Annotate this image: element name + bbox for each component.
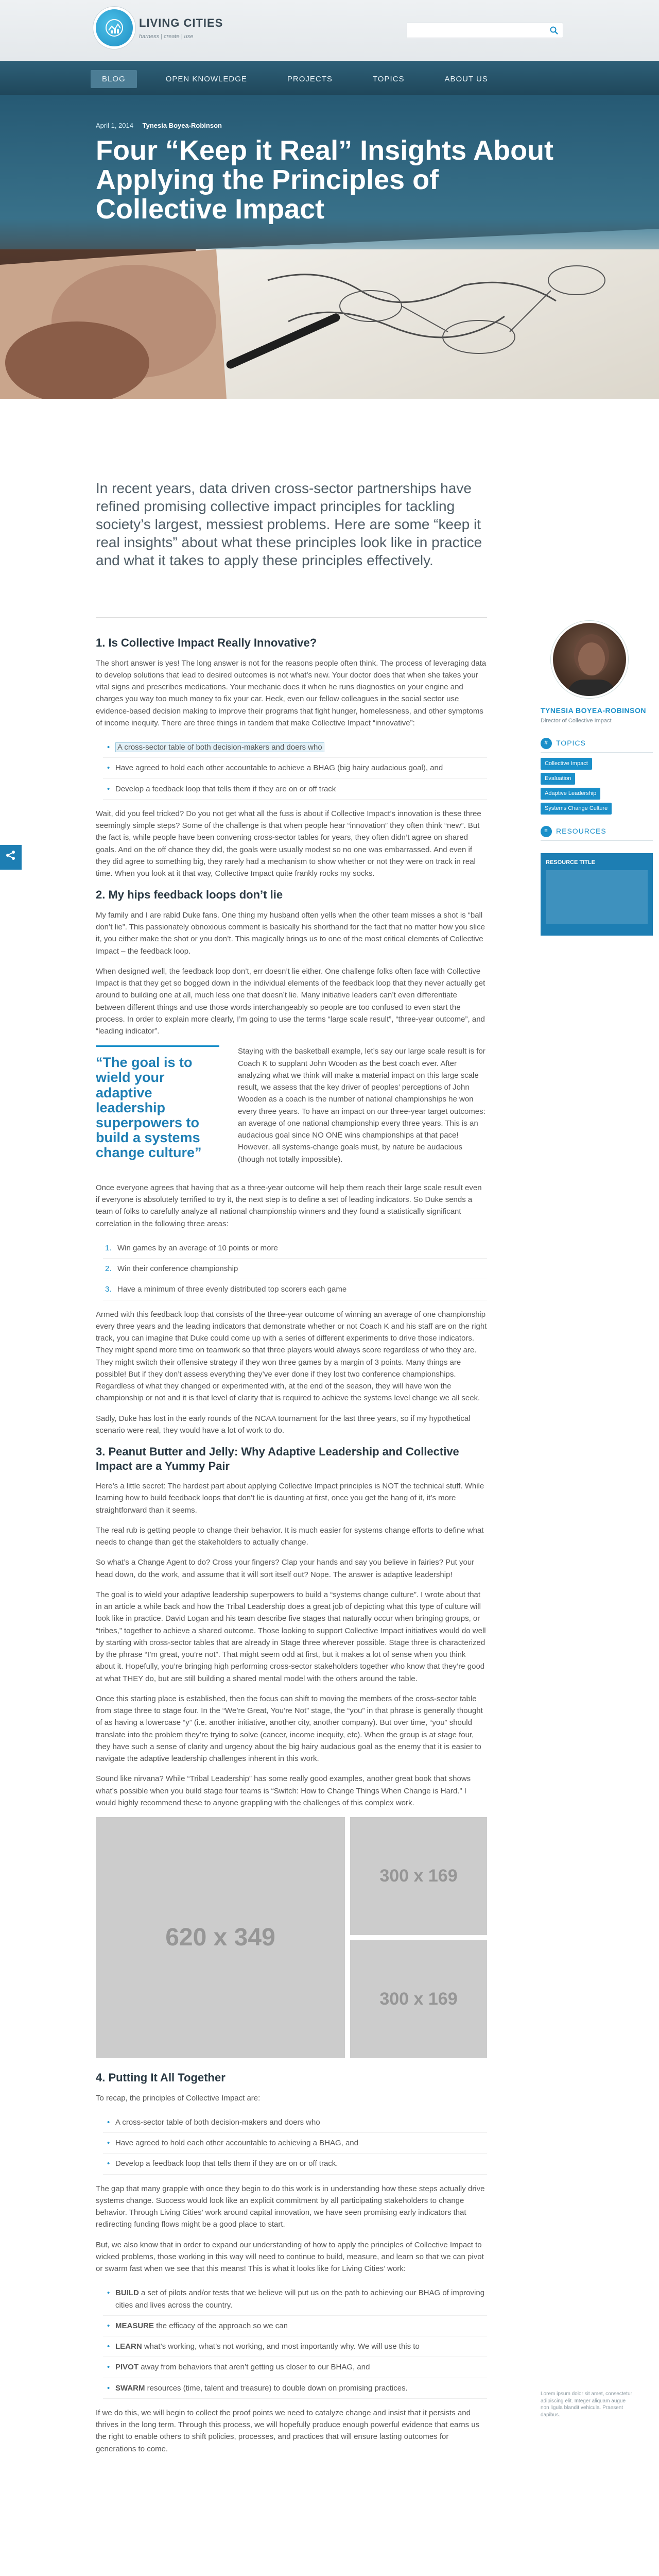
site-header [0, 0, 659, 61]
divider [96, 617, 487, 618]
topics-heading: # TOPICS [541, 738, 653, 753]
topic-tag[interactable]: Collective Impact [541, 758, 592, 770]
paragraph: Once this starting place is established, then the focus can shift to moving the members of the cross-sector table from stage three to stage four. In the “We’re Great, You’re Not” stage, the “you” in that phrase is generally thought of as having a lowercase “y” (i.e. another initiative, another city, another company). But over time, “you” should translate into the problem they’re trying to solve (cancer, income inequity, etc). When the group is at stage four, they have such a sense of clarity and urgency about the big hairy audacious goal as the enemy that it is easier to navigate the adaptive leadership challenges inherent in this work. [96, 1694, 483, 1763]
search-input[interactable] [407, 23, 541, 38]
placeholder-image-small: 300 x 169 [350, 1817, 487, 1935]
main-nav [0, 61, 659, 95]
resource-title: RESOURCE TITLE [546, 859, 595, 866]
recap-list [103, 2112, 487, 2175]
section-heading-4: 4. Putting It All Together [96, 2071, 226, 2084]
list-item: • Have agreed to hold each other accountable to achieve a BHAG (big hairy audacious goal), and [103, 758, 487, 778]
paragraph: The goal is to wield your adaptive leadership superpowers to build a “systems change culture”. I wrote about that in an article a while back and how the Tribal Leadership does a great job of depicting what this type of culture will look like in practice. David Logan and his team describe five stages that naturally occur when bringing groups, or “tribes,” together to achieve a shared outcome. Those looking to support Collective Impact initiatives would do well by starting with cross-sector tables that are already in Stage three wherever possible. Stage three is characterized by the phrase “I’m great, you’re not”. That might seem odd at first, but it makes a lot of sense when you think about it. Hopefully, you’re bringing high performing cross-sector stakeholders together who know that they’re good at what THEY do, but are still building a shared mental model with the others around the table. [96, 1590, 486, 1683]
section-heading-2: 2. My hips feedback loops don’t lie [96, 888, 283, 902]
tag-icon: # [541, 738, 552, 749]
nav-item-about-us[interactable]: ABOUT US [444, 75, 488, 83]
list-item: • Have agreed to hold each other accountable to achieving a BHAG, and [103, 2133, 487, 2154]
list-item: 1. Win games by an average of 10 points or more [103, 1238, 487, 1259]
list-item: • MEASURE the efficacy of the approach so we can [103, 2316, 487, 2336]
list-item: • Develop a feedback loop that tells them if they are on or off track [103, 779, 487, 800]
post-meta [96, 121, 222, 131]
list-item: • LEARN what’s working, what’s not working, and most importantly why. We will use this to [103, 2336, 487, 2357]
list-item: 3. Have a minimum of three evenly distributed top scorers each game [103, 1279, 487, 1300]
hero [0, 95, 659, 399]
paragraph: Here’s a little secret: The hardest part about applying Collective Impact principles is NOT the technical stuff. While learning how to build feedback loops that don’t lie is daunting at first, once you get the hang of it, it’s more straightforward than it seems. [96, 1482, 484, 1515]
topic-tag[interactable]: Evaluation [541, 773, 575, 785]
paragraph: But, we also know that in order to expand our understanding of how to apply the principles of Collective Impact to wicked problems, those working in this way will need to continue to build, measure, and learn so that we can pivot or swarm fast when we see that this means! This is what it looks like for Living Cities’ work: [96, 2240, 484, 2273]
section-heading-1: 1. Is Collective Impact Really Innovative? [96, 636, 317, 649]
intro-lede: In recent years, data driven cross-sector partnerships have refined promising collective impact principles for tackling society’s largest, messiest problems. Here are some “keep it real insights” about what these principles look like in practice and what it takes to apply these principles effectively. [96, 480, 482, 568]
image-caption: Lorem ipsum dolor sit amet, consectetur adipiscing elit. Integer aliquam augue non ligula blandit vehicula. Praesent dapibus. [541, 2391, 632, 2418]
paragraph: The real rub is getting people to change their behavior. It is much easier for systems change efforts to define what needs to change than get the stakeholders to actually change. [96, 1526, 484, 1547]
nav-item-blog[interactable]: BLOG [91, 70, 137, 88]
logo-tagline: harness | create | use [139, 33, 194, 40]
topic-tag[interactable]: Systems Change Culture [541, 803, 612, 815]
article-body [96, 636, 487, 2463]
logo-name: LIVING CITIES [139, 16, 223, 30]
page-title: Four “Keep it Real” Insights About Applying the Principles of Collective Impact [96, 135, 554, 225]
list-item: • Develop a feedback loop that tells them if they are on or off track. [103, 2154, 487, 2174]
paragraph: Armed with this feedback loop that consists of the three-year outcome of winning an average of one championship every three years and the leading indicators that demonstrate whether or not Coach K and his staff are on the right track, you can imagine that Duke could come up with a series of different experiments to drive those indicators. They might spend more time on teamwork so that three players would always score regardless of who they are. They might switch their offensive strategy if they won three games by a margin of 3 points. Many things are possible! But if they don’t assess everything they’ve ever done if they lost two conference championships. Regardless of what they changed or experimented with, at the end of the season, they will have won the championship or not and it is that level of clarity that is required to achieve the systems level change we all seek. [96, 1310, 487, 1403]
paragraph: If we do this, we will begin to collect the proof points we need to catalyze change and insist that it persists and thrives in the long term. Through this process, we will hopefully produce enough powerful evidence that earns us the right to enable others to shift policies, processes, and practices that will ensure lasting outcomes for generations to come. [96, 2408, 480, 2453]
placeholder-image-large: 620 x 349 [96, 1817, 345, 2058]
paragraph: The gap that many grapple with once they begin to do this work is in understanding how these steps actually drive systems change. Success would look like an explicit commitment by all participating stakeholders to change behavior. Through Living Cities’ work around capital innovation, we have seen promising early indicators that redirecting funding flows might be a good place to start. [96, 2184, 485, 2229]
resource-card[interactable] [541, 853, 653, 936]
nav-item-open-knowledge[interactable]: OPEN KNOWLEDGE [165, 75, 247, 83]
author-role: Director of Collective Impact [541, 717, 612, 724]
search-box [407, 23, 563, 38]
nav-item-projects[interactable]: PROJECTS [287, 75, 333, 83]
logo-mark-icon [96, 9, 133, 46]
list-item: • SWARM resources (time, talent and treasure) to double down on promising practices. [103, 2378, 487, 2399]
post-date: April 1, 2014 [96, 122, 133, 129]
paragraph: When designed well, the feedback loop don’t, err doesn’t lie either. One challenge folks often face with Collective Impact is that they get so bogged down in the individual elements of the feedback loop that they never actually get around to building one at all, much less one that doesn’t lie. Many initiative leaders can’t even differentiate between different things and use those words interchangeably so people are too confused to even start the process. In order to explain more clearly, I’m going to use the terms “large scale result”, “three-year outcome”, and “leading indicator”. [96, 967, 485, 1036]
logo[interactable] [96, 9, 223, 46]
author-name[interactable]: TYNESIA BOYEA-ROBINSON [541, 706, 646, 715]
list-item: • A cross-sector table of both decision-makers and doers who [103, 2112, 487, 2133]
innovation-list [103, 737, 487, 800]
search-icon[interactable] [549, 26, 560, 36]
placeholder-image-small: 300 x 169 [350, 1940, 487, 2058]
image-gallery [96, 1817, 487, 2058]
paragraph: My family and I are rabid Duke fans. One thing my husband often yells when the other team misses a shot is “ball don’t lie”. This passionately obnoxious comment is basically his shorthand for the fact that no matter how you slice it, you either make the shot or you don’t. This magically brings us to one of the most critical elements of Collective Impact – the feedback loop. [96, 910, 485, 956]
paragraph: Once everyone agrees that having that as a three-year outcome will help them reach their large scale result even if everyone is absolutely terrified to try it, the next step is to define a set of leading indicators. So Duke sends a team of folks to carefully analyze all national championship winners and they found a statistically significant correlation in the following three areas: [96, 1183, 482, 1228]
share-tab[interactable] [0, 845, 22, 870]
paragraph: Staying with the basketball example, let’s say our large scale result is for Coach K to supplant John Wooden as the best coach ever. After analyzing what we think will make a material impact on this large scale result, we assess that the key driver of peoples’ perceptions of John Wooden as a coach is the number of national championships he won every three years. To have an impact on our three-year target outcomes: an average of one national championship every three years. This is an audacious goal since NO ONE wins championships at that pace! However, all systems-change goals must, by nature be audacious (though not totally impossible). [238, 1047, 485, 1164]
avatar [551, 621, 628, 698]
resources-heading: ≡ RESOURCES [541, 826, 653, 841]
list-item: 2. Win their conference championship [103, 1259, 487, 1279]
pull-quote: “The goal is to wield your adaptive leadership superpowers to build a systems change culture” [96, 1045, 219, 1174]
list-item: • PIVOT away from behaviors that aren’t getting us closer to our BHAG, and [103, 2357, 487, 2378]
paragraph: To recap, the principles of Collective Impact are: [96, 2093, 261, 2103]
share-icon [5, 850, 16, 865]
post-author[interactable]: Tynesia Boyea-Robinson [142, 122, 222, 129]
paragraph: The short answer is yes! The long answer is not for the reasons people often think. The process of leveraging data to develop solutions that lead to desired outcomes is not what’s new. Your doctor does that when she takes your vital signs and prescribes medications. Your mechanic does it when he runs diagnostics on your engine and charges you way too much money to fix your car. Heck, even our fellow colleagues in the social sector use evidence-based decision making to improve their programs that fight hunger, homelessness, and other symptoms of income inequity. There are three things in tandem that make Collective Impact “innovative”: [96, 658, 487, 727]
paragraph: So what’s a Change Agent to do? Cross your fingers? Clap your hands and say you believe in fairies? Put your head down, do the work, and assume that it will sort itself out? Nope. The answer is adaptive leadership! [96, 1558, 475, 1579]
nav-item-topics[interactable]: TOPICS [372, 75, 405, 83]
paragraph: Sound like nirvana? While “Tribal Leadership” has some really good examples, another great book that shows what’s possible when you build stage four teams is “Switch: How to Change Things When Change is Hard.” I would highly recommend these to anyone grappling with the challenges of this complex work. [96, 1774, 471, 1807]
paragraph: Sadly, Duke has lost in the early rounds of the NCAA tournament for the last three years, so if my hypothetical scenario were real, they would have a lot of work to do. [96, 1414, 471, 1435]
indicator-list [103, 1238, 487, 1300]
list-item: • BUILD a set of pilots and/or tests that we believe will put us on the path to achieving our BHAG of improving cities and lives across the country. [103, 2283, 487, 2316]
build-measure-learn-list [103, 2283, 487, 2399]
section-heading-3: 3. Peanut Butter and Jelly: Why Adaptive Leadership and Collective Impact are a Yummy Pair [96, 1445, 459, 1472]
paragraph: Wait, did you feel tricked? Do you not get what all the fuss is about if Collective Impact’s innovation is these three seemingly simple steps? Some of the challenge is that when people hear “innovation” they often think “new”. But the fact is, while people have been convening cross-sector tables for years, they often didn’t agree on shared goals. And on the off chance they did, the goals were usually modest so no one was embarrassed. And even if they did agree to something big, they rarely had a mechanism to show whether or not they were on track in real time. When you look at it that way, Collective Impact quite frankly rocks my socks. [96, 809, 481, 878]
sidebar [541, 621, 653, 936]
pullquote-row [96, 1045, 487, 1174]
list-item: • A cross-sector table of both decision-makers and doers who [103, 737, 487, 758]
topic-tag[interactable]: Adaptive Leadership [541, 788, 600, 800]
document-icon: ≡ [541, 826, 552, 837]
